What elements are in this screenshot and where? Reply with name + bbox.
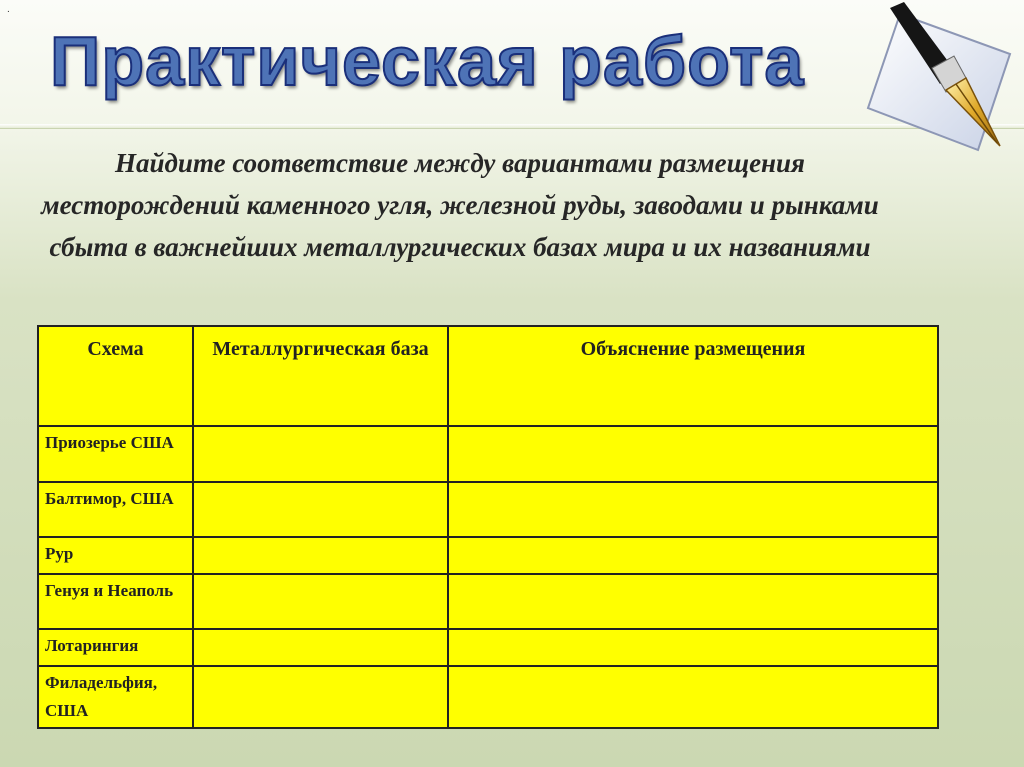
base-cell[interactable] [193, 629, 448, 666]
table-row [38, 666, 938, 728]
column-header-explanation: Объяснение размещения [448, 326, 938, 426]
column-header-scheme: Схема [38, 326, 193, 426]
explanation-cell[interactable] [448, 537, 938, 574]
table-row [38, 537, 938, 574]
base-cell[interactable] [193, 426, 448, 482]
slide-title: Практическая работа [50, 22, 805, 100]
table-row [38, 574, 938, 629]
table-row [38, 482, 938, 537]
scheme-cell: Рур [38, 537, 193, 574]
table-row [38, 426, 938, 482]
base-cell[interactable] [193, 482, 448, 537]
matching-table [37, 325, 939, 729]
corner-mark: . [7, 4, 10, 15]
base-cell[interactable] [193, 574, 448, 629]
base-cell[interactable] [193, 537, 448, 574]
base-cell[interactable] [193, 666, 448, 728]
scheme-cell: Приозерье США [38, 426, 193, 482]
explanation-cell[interactable] [448, 482, 938, 537]
scheme-cell: Лотарингия [38, 629, 193, 666]
explanation-cell[interactable] [448, 574, 938, 629]
fountain-pen-icon [860, 2, 1020, 154]
explanation-cell[interactable] [448, 629, 938, 666]
table-header-row [38, 326, 938, 426]
explanation-cell[interactable] [448, 666, 938, 728]
task-instruction: Найдите соответствие между вариантами размещения месторождений каменного угля, железной руды, заводами и рынками сбыта в важнейших металлургических базах мира и их названиями [41, 148, 879, 262]
explanation-cell[interactable] [448, 426, 938, 482]
scheme-cell: Филадельфия, США [38, 666, 193, 728]
scheme-cell: Генуя и Неаполь [38, 574, 193, 629]
scheme-cell: Балтимор, США [38, 482, 193, 537]
table-row [38, 629, 938, 666]
column-header-base: Металлургическая база [193, 326, 448, 426]
